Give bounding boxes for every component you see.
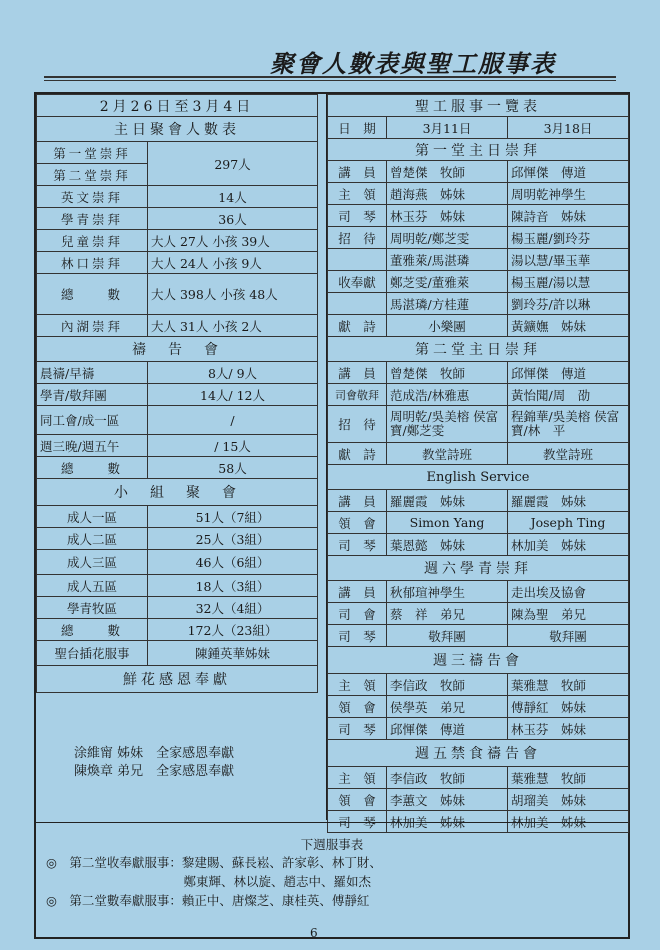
row-value: 大人 27人 小孩 39人 [148,230,318,252]
row-label: 同工會/成一區 [37,406,148,435]
service-row: 講 員 羅麗霞 姊妹 羅麗霞 姊妹 [328,490,629,512]
row-value: / 15人 [148,435,318,457]
row-label: 第二堂崇拜 [37,164,148,186]
service-row: 主 領 李信政 牧師 葉雅慧 牧師 [328,767,629,789]
row-value: 18人（3組） [148,575,318,597]
row-label: 成人一區 [37,506,148,528]
section-title: 第一堂主日崇拜 [328,139,629,161]
group-title: 小 組 聚 會 [37,479,318,506]
row-label: 學青崇拜 [37,208,148,230]
row-value: 51人（7組） [148,506,318,528]
service-row: 領 會 Simon Yang Joseph Ting [328,512,629,534]
next-week-section [36,822,628,937]
date-range: 2月26日至3月4日 [37,95,318,117]
section-title: English Service [328,465,629,490]
row-label: 內湖崇拜 [37,315,148,337]
service-row: 司 琴 葉恩懿 姊妹 林加美 姊妹 [328,534,629,556]
row-label: 總 數 [37,457,148,479]
row-value: 172人（23組） [148,619,318,641]
row-label: 學青牧區 [37,597,148,619]
date-2: 3月18日 [508,117,629,139]
next-week-line: 鄭東輝、林以旋、趙志中、羅如杰 [46,874,372,889]
row-value: 14人 [148,186,318,208]
next-week-title: 下週服事表 [300,837,364,852]
row-value: 25人（3組） [148,528,318,550]
service-row: 收奉獻 鄭芝雯/董雅萊 楊玉麗/湯以慧 [328,271,629,293]
row-label: 兒童崇拜 [37,230,148,252]
service-row: 招 待 周明乾/鄭芝雯 楊玉麗/劉玲芬 [328,227,629,249]
service-row: 領 會 李蕙文 姊妹 胡瑠美 姊妹 [328,789,629,811]
flower-title: 鮮花感恩奉獻 [37,666,318,693]
date-label: 日 期 [328,117,387,139]
service-row: 獻 詩 小樂團 黃鑛嫵 姊妹 [328,315,629,337]
service-row: 董雅萊/馬湛璘 湯以慧/畢玉華 [328,249,629,271]
flower-service-value: 陳鍾英華姊妹 [148,641,318,666]
row-value: 58人 [148,457,318,479]
service-row: 招 待 周明乾/吳美榕 侯富寶/鄭芝雯 程錦華/吳美榕 侯富寶/林 平 [328,406,629,443]
row-label: 成人三區 [37,550,148,575]
flower-donors [36,693,318,781]
service-row: 司 琴 敬拜團 敬拜團 [328,625,629,647]
row-value: 46人（6組） [148,550,318,575]
row-value: 36人 [148,208,318,230]
service-row: 講 員 曾楚傑 牧師 邱惲傑 傳道 [328,161,629,183]
service-row: 司會敬拜 范成浩/林雅惠 黃怡聞/周 劭 [328,384,629,406]
row-value: 大人 31人 小孩 2人 [148,315,318,337]
row-value: 大人 24人 小孩 9人 [148,252,318,274]
service-row: 司 琴 邱惲傑 傳道 林玉芬 姊妹 [328,718,629,740]
main-frame [34,92,630,939]
service-row: 主 領 李信政 牧師 葉雅慧 牧師 [328,674,629,696]
row-value: 8人/ 9人 [148,362,318,384]
next-week-line: ◎ 第二堂數奉獻服事：賴正中、唐燦芝、康桂英、傅靜紅 [46,893,370,908]
section-title: 週六學青崇拜 [328,556,629,581]
row-label: 成人二區 [37,528,148,550]
flower-line: 涂維甯 姊妹 全家感恩奉獻 [74,746,235,761]
page-title: 聚會人數表與聖工服事表 [270,49,556,78]
row-label: 總 數 [37,274,148,315]
title-rule [44,76,616,78]
service-row: 司 會 蔡 祥 弟兄 陳為聖 弟兄 [328,603,629,625]
right-column [326,94,629,830]
service-row: 馬湛璘/方桂蓮 劉玲芬/許以琳 [328,293,629,315]
attendance-table [36,94,318,693]
date-1: 3月11日 [387,117,508,139]
service-row: 司 琴 林玉芬 姊妹 陳詩音 姊妹 [328,205,629,227]
left-column [36,94,318,820]
next-week-line: ◎ 第二堂收奉獻服事：黎建賜、蘇長崧、許家彰、林丁財、 [46,855,382,870]
service-row: 主 領 趙海燕 姊妹 周明乾神學生 [328,183,629,205]
row-label: 週三晚/週五午 [37,435,148,457]
section-title: 週三禱告會 [328,647,629,674]
row-value: / [148,406,318,435]
title-rule-thin [44,80,616,81]
service-row: 獻 詩 教堂詩班 教堂詩班 [328,443,629,465]
row-value: 32人（4組） [148,597,318,619]
service-table [327,94,629,833]
page-number: 6 [310,926,318,940]
row-value: 14人/ 12人 [148,384,318,406]
row-label: 英文崇拜 [37,186,148,208]
sunday-title: 主日聚會人數表 [37,117,318,142]
prayer-title: 禱 告 會 [37,337,318,362]
row-label: 學青/敬拜團 [37,384,148,406]
row-label: 總 數 [37,619,148,641]
row-label: 林口崇拜 [37,252,148,274]
section-title: 週五禁食禱告會 [328,740,629,767]
flower-line: 陳煥章 弟兄 全家感恩奉獻 [74,764,235,779]
service-row: 領 會 侯學英 弟兄 傅靜紅 姊妹 [328,696,629,718]
service-title: 聖工服事一覽表 [328,95,629,117]
row-label: 晨禱/早禱 [37,362,148,384]
service-row: 講 員 曾楚傑 牧師 邱惲傑 傳道 [328,362,629,384]
row-value: 大人 398人 小孩 48人 [148,274,318,315]
section-title: 第二堂主日崇拜 [328,337,629,362]
row-value: 297人 [148,142,318,186]
row-label: 成人五區 [37,575,148,597]
row-label: 第一堂崇拜 [37,142,148,164]
service-row: 講 員 秋郁瑄神學生 走出埃及協會 [328,581,629,603]
service-row: 司 琴 林加美 姊妹 林加美 姊妹 [328,811,629,833]
flower-service-label: 聖台插花服事 [37,641,148,666]
